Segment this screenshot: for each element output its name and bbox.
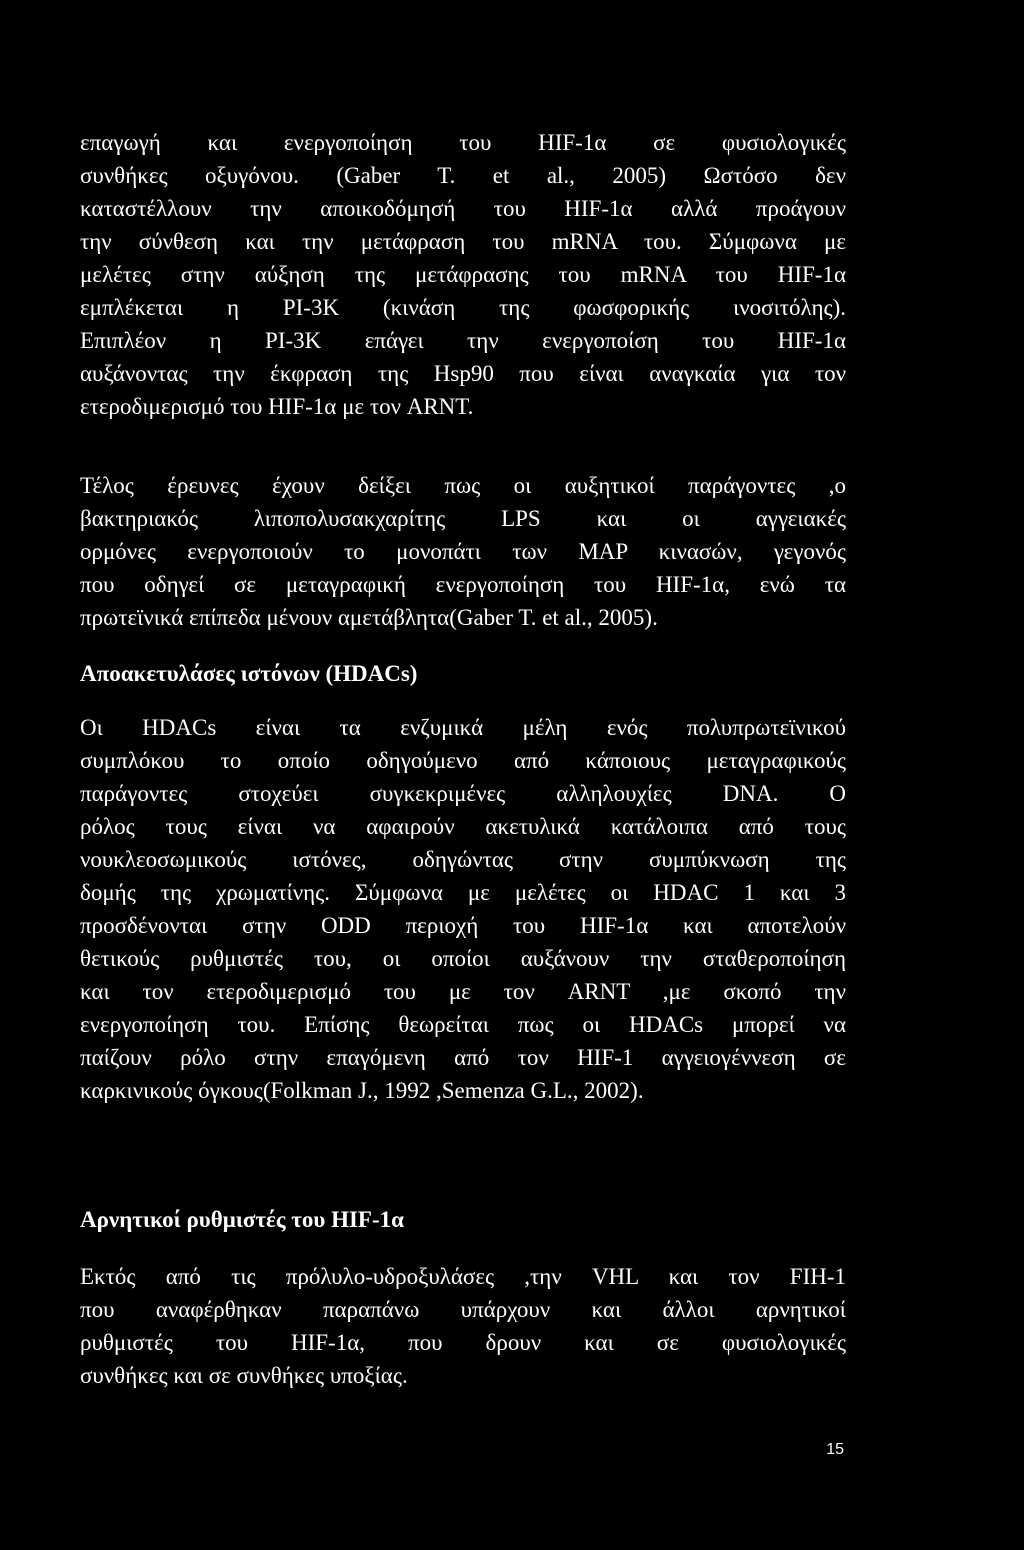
text-line: παίζουν ρόλο στην επαγόμενη από τον HIF-1 αγγειογέννεση σε <box>80 1045 846 1070</box>
text-line: μελέτες στην αύξηση της μετάφρασης του mRNA του HIF-1α <box>80 262 846 287</box>
text-line: ορμόνες ενεργοποιούν το μονοπάτι των MAP κινασών, γεγονός <box>80 539 846 564</box>
text-line: αυξάνοντας την έκφραση της Hsp90 που είναι αναγκαία για τον <box>80 361 846 386</box>
paragraph-growth-factors <box>80 469 846 634</box>
text-line: ετεροδιμερισμό του HIF-1α με τον ARNT. <box>80 394 474 419</box>
text-line: ρυθμιστές του HIF-1α, που δρουν και σε φυσιολογικές <box>80 1330 846 1355</box>
section-heading-negative-regulators: Αρνητικοί ρυθμιστές του HIF-1α <box>80 1207 404 1232</box>
text-line: Εκτός από τις πρόλυλο-υδροξυλάσες ,την VHL και τον FIH-1 <box>80 1264 846 1289</box>
text-line: Τέλος έρευνες έχουν δείξει πως οι αυξητικοί παράγοντες ,ο <box>80 473 846 498</box>
text-line: Επιπλέον η PI-3K επάγει την ενεργοποίση του HIF-1α <box>80 328 846 353</box>
text-line: που οδηγεί σε μεταγραφική ενεργοποίηση του HIF-1α, ενώ τα <box>80 572 846 597</box>
text-line: παράγοντες στοχεύει συγκεκριμένες αλληλουχίες DNA. Ο <box>80 781 846 806</box>
text-line: που αναφέρθηκαν παραπάνω υπάρχουν και άλλοι αρνητικοί <box>80 1297 846 1322</box>
section-heading-hdacs: Αποακετυλάσες ιστόνων (HDACs) <box>80 661 418 686</box>
text-line: συνθήκες και σε συνθήκες υποξίας. <box>80 1363 408 1388</box>
text-line: συμπλόκου το οποίο οδηγούμενο από κάποιους μεταγραφικούς <box>80 748 846 773</box>
text-line: πρωτεϊνικά επίπεδα μένουν αμετάβλητα(Gaber T. et al., 2005). <box>80 605 658 630</box>
text-line: καταστέλλουν την αποικοδόμησή του HIF-1α αλλά προάγουν <box>80 196 846 221</box>
paragraph-hdacs <box>80 711 846 1107</box>
text-line: προσδένονται στην ODD περιοχή του HIF-1α και αποτελούν <box>80 913 846 938</box>
text-line: εμπλέκεται η PI-3K (κινάση της φωσφορικής ινοσιτόλης). <box>80 295 846 320</box>
text-line: ενεργοποίηση του. Επίσης θεωρείται πως οι HDACs μπορεί να <box>80 1012 846 1037</box>
text-line: δομής της χρωματίνης. Σύμφωνα με μελέτες οι HDAC 1 και 3 <box>80 880 846 905</box>
text-line: θετικούς ρυθμιστές του, οι οποίοι αυξάνουν την σταθεροποίηση <box>80 946 846 971</box>
text-line: συνθήκες οξυγόνου. (Gaber T. et al., 2005) Ωστόσο δεν <box>80 163 846 188</box>
page-number: 15 <box>826 1441 844 1458</box>
paragraph-negative-regulators <box>80 1260 846 1392</box>
text-line: την σύνθεση και την μετάφραση του mRNA του. Σύμφωνα με <box>80 229 846 254</box>
text-line: επαγωγή και ενεργοποίηση του HIF-1α σε φυσιολογικές <box>80 130 846 155</box>
text-line: και τον ετεροδιμερισμό του με τον ARNT ,με σκοπό την <box>80 979 846 1004</box>
paragraph-hif-induction <box>80 126 846 423</box>
text-line: νουκλεοσωμικούς ιστόνες, οδηγώντας στην συμπύκνωση της <box>80 847 846 872</box>
text-line: βακτηριακός λιποπολυσακχαρίτης LPS και οι αγγειακές <box>80 506 846 531</box>
text-line: καρκινικούς όγκους(Folkman J., 1992 ,Semenza G.L., 2002). <box>80 1078 644 1103</box>
text-line: ρόλος τους είναι να αφαιρούν ακετυλικά κατάλοιπα από τους <box>80 814 846 839</box>
text-line: Οι HDACs είναι τα ενζυμικά μέλη ενός πολυπρωτεϊνικού <box>80 715 846 740</box>
